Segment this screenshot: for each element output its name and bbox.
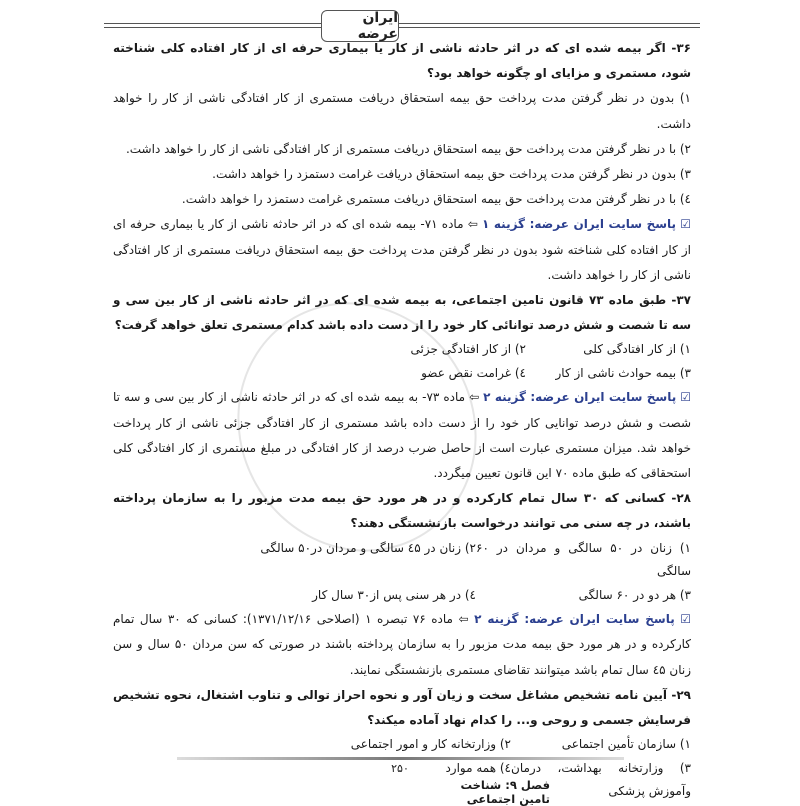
option: ۳) بدون در نظر گرفتن مدت پرداخت حق بیمه استحقاق دریافت غرامت دستمزد را خواهد داشت. [212, 167, 691, 182]
option: ٤) غرامت نقص عضو [421, 365, 526, 380]
option: ۲) با در نظر گرفتن مدت پرداخت حق بیمه استحقاق دریافت مستمری از کار افتادگی ناشی از کار را خواهد داشت. [125, 141, 691, 156]
option: ۲) از کار افتادگی جزئی [410, 342, 526, 357]
checkbox-icon: ☑ [676, 217, 692, 232]
arrow-icon: ⇦ [467, 217, 478, 232]
header-rule [104, 27, 700, 28]
answer-label: پاسخ سایت ایران عرضه: گزینه ۱ [482, 217, 677, 232]
option: ٤) در هر سنی پس از۳۰ سال کار [312, 587, 476, 602]
question-36: ۳۶- اگر بیمه شده ای که در اثر حادثه ناشی از کار یا بیماری حرفه ای از کار افتاده کلی شناخته شود، مستمری و مزایای او چگونه خواهد بود؟ [113, 41, 691, 81]
checkbox-icon: ☑ [676, 390, 691, 405]
chapter-title: فصل ۹: شناخت تامین اجتماعی [460, 778, 550, 806]
answer-text: ماده ۷۶ تبصره ۱ (اصلاحی ۱۳۷۱/۱۲/۱۶): کسانی که ۳۰ سال تمام کارکرده و در هر مورد حق بیمه مدت مزبور را به سازمان پرداخته باشند در صورتی که سن مردان ۵۰ سال و سن زنان ٤۵ سال تمام باشد میتوانند تقاضای مستمری بازنشستگی نمایند. [113, 612, 692, 677]
question-37: ۳۷- طبق ماده ۷۳ قانون تامین اجتماعی، به بیمه شده ای که در اثر حادثه ناشی از کار بین سی و سه تا شصت و شش درصد توانائی کار خود را از دست داده باشد کدام مستمری تعلق خواهد گرفت؟ [113, 293, 691, 333]
option: ۱) سازمان تأمین اجتماعی [561, 737, 691, 752]
option: ۱) از کار افتادگی کلی [583, 342, 691, 357]
logo-text: ایران عرضه [357, 10, 398, 42]
answer-28 [113, 607, 691, 683]
page-number: ۲۵۰ [391, 762, 409, 775]
page-body [113, 36, 691, 804]
option: ٤) با در نظر گرفتن مدت پرداخت حق بیمه استحقاق دریافت مستمری غرامت دستمزد را خواهد داشت. [181, 192, 691, 207]
answer-text: ماده ۷۱- بیمه شده ای که در اثر حادثه ناشی از کار یا بیماری حرفه ای از کار افتاده کلی شناخته شود بدون در نظر گرفتن مدت پرداخت حق بیمه استحقاق دریافت مستمری از کار افتادگی ناشی از کار را خواهد داشت. [113, 217, 691, 282]
option: ۲) زنان در ٤۵ سالگی و مردان در۵۰ سالگی [260, 540, 476, 555]
arrow-icon: ⇦ [469, 390, 480, 405]
question-29: ۲۹- آیین نامه تشخیص مشاغل سخت و زیان آور و نحوه احراز توالی و تناوب اشتغال، نحوه تشخیص فرسایش جسمی و روحی و... را کدام نهاد آماده میکند؟ [113, 687, 691, 727]
answer-text: ماده ۷۳- به بیمه شده ای که در اثر حادثه ناشی از کار بین سی و سه تا شصت و شش درصد توانایی کار خود را از دست داده باشد مستمری از کار افتادگی جزئی ناشی از کار پرداخت خواهد شد. میزان مستمری عبارت است از حاصل ضرب درصد از کار افتادگی در مبلغ مستمری از کار افتادگی کلی استحقاقی که طبق ماده ۷۰ این قانون تعیین میگردد. [113, 390, 691, 481]
options-grid [113, 537, 691, 608]
option: ۳) هر دو در ۶۰ سالگی [578, 587, 691, 602]
option: ٤) همه موارد [445, 760, 511, 775]
option: ۱) بدون در نظر گرفتن مدت پرداخت حق بیمه استحقاق دریافت مستمری از کار افتادگی ناشی از کار را خواهد داشت. [113, 91, 691, 131]
option: ۱) زنان در ۵۰ سالگی و مردان در ۶۰ سالگی [476, 540, 691, 579]
option: ۳) وزارتخانه بهداشت، درمان وآموزش پزشکی [511, 760, 691, 799]
option: ۳) بیمه حوادث ناشی از کار [555, 365, 691, 380]
answer-label: پاسخ سایت ایران عرضه: گزینه ۲ [474, 612, 675, 627]
question-28: ۲۸- کسانی که ۳۰ سال تمام کارکرده و در هر مورد حق بیمه مدت مزبور را به سازمان پرداخته باشند، در چه سنی می توانند درخواست بازنشستگی دهند؟ [113, 491, 691, 531]
footer-rule [177, 757, 624, 760]
header-rule [104, 23, 700, 24]
answer-36 [113, 212, 691, 288]
options-grid [113, 338, 691, 385]
arrow-icon: ⇦ [458, 612, 469, 627]
answer-37 [113, 385, 691, 486]
checkbox-icon: ☑ [674, 612, 692, 627]
answer-label: پاسخ سایت ایران عرضه: گزینه ۲ [483, 390, 677, 405]
option: ۲) وزارتخانه کار و امور اجتماعی [350, 737, 511, 752]
